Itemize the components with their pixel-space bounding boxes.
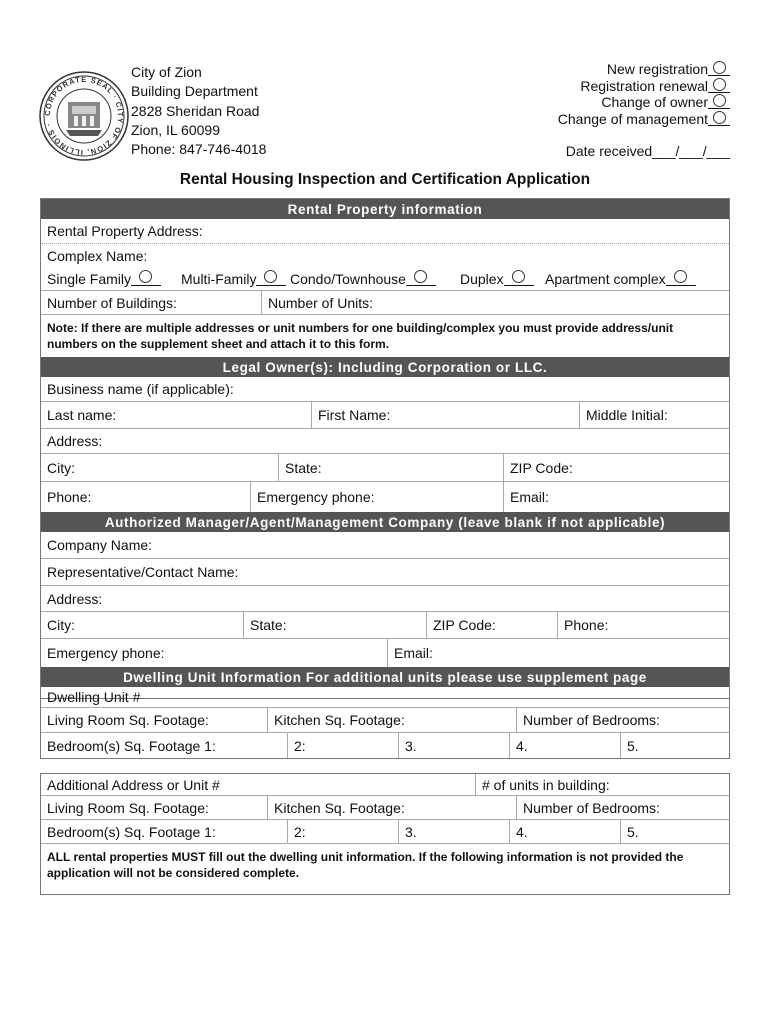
multi-family-label: Multi-Family bbox=[181, 271, 257, 287]
manager-phone-field[interactable]: Phone: bbox=[557, 612, 731, 638]
owner-address-row bbox=[41, 429, 729, 454]
manager-address-field[interactable]: Address: bbox=[47, 590, 103, 607]
multi-family-option[interactable] bbox=[175, 268, 286, 290]
dwelling-bedroom-sqft-row bbox=[41, 733, 729, 758]
address-line: Building Department bbox=[131, 83, 258, 100]
owner-emergency-phone-field[interactable]: Emergency phone: bbox=[250, 482, 503, 512]
dwelling-bedroom-2-field[interactable]: 2: bbox=[287, 733, 398, 758]
single-family-option[interactable] bbox=[41, 268, 161, 290]
additional-bedroom-2-field[interactable]: 2: bbox=[287, 820, 398, 843]
section-manager-header: Authorized Manager/Agent/Management Company (leave blank if not applicable) bbox=[41, 512, 729, 532]
condo-townhouse-label: Condo/Townhouse bbox=[290, 271, 406, 287]
change-of-management-label: Change of management bbox=[557, 110, 708, 127]
form-title: Rental Housing Inspection and Certification Application bbox=[179, 171, 591, 188]
apartment-complex-option[interactable] bbox=[539, 268, 696, 290]
section-dwelling-header: Dwelling Unit Information For additional units please use supplement page bbox=[41, 667, 729, 687]
address-line: Zion, IL 60099 bbox=[131, 121, 220, 138]
number-of-units-field[interactable]: Number of Units: bbox=[261, 291, 731, 314]
company-name-row bbox=[41, 532, 729, 559]
address-line: City of Zion bbox=[131, 64, 202, 80]
dwelling-rooms-row bbox=[41, 708, 729, 733]
owner-address-field[interactable]: Address: bbox=[47, 433, 103, 449]
manager-city-row bbox=[41, 612, 729, 639]
dwelling-unit-number-field[interactable]: Dwelling Unit # bbox=[47, 688, 141, 705]
additional-bedroom-1-field[interactable]: Bedroom(s) Sq. Footage 1: bbox=[47, 823, 216, 840]
duplex-option[interactable] bbox=[454, 268, 534, 290]
additional-bedroom-5-field[interactable]: 5. bbox=[620, 820, 731, 843]
address-line: 2828 Sheridan Road bbox=[131, 102, 260, 119]
property-type-row bbox=[41, 268, 729, 291]
representative-name-field[interactable]: Representative/Contact Name: bbox=[47, 564, 239, 580]
additional-address-field[interactable]: Additional Address or Unit # bbox=[47, 776, 220, 793]
owner-state-field[interactable]: State: bbox=[278, 454, 503, 481]
apartment-complex-label: Apartment complex bbox=[545, 271, 666, 287]
units-in-building-field[interactable]: # of units in building: bbox=[475, 774, 731, 795]
additional-kitchen-field[interactable]: Kitchen Sq. Footage: bbox=[267, 796, 516, 819]
dwelling-unit-row bbox=[41, 686, 729, 708]
manager-city-field[interactable]: City: bbox=[47, 617, 75, 633]
additional-address-row bbox=[41, 774, 729, 796]
manager-state-field[interactable]: State: bbox=[243, 612, 426, 638]
owner-last-name-field[interactable]: Last name: bbox=[47, 407, 117, 423]
owner-city-field[interactable]: City: bbox=[47, 459, 75, 476]
svg-text:CORPORATE SEAL · CITY OF ZION,: CORPORATE SEAL · CITY OF ZION, ILLINOIS · bbox=[42, 74, 126, 158]
rental-address-field[interactable]: Rental Property Address: bbox=[47, 223, 203, 239]
duplex-radio[interactable] bbox=[512, 270, 525, 283]
main-form bbox=[40, 198, 730, 699]
owner-middle-initial-field[interactable]: Middle Initial: bbox=[579, 402, 731, 428]
dwelling-unit-form bbox=[40, 686, 730, 759]
section-rental-property-header: Rental Property information bbox=[41, 199, 729, 219]
date-received[interactable]: Date received___/___/___ bbox=[565, 143, 730, 159]
change-of-owner-radio[interactable] bbox=[713, 94, 726, 107]
additional-unit-form bbox=[40, 773, 730, 895]
additional-bedroom-4-field[interactable]: 4. bbox=[509, 820, 620, 843]
dwelling-living-room-field[interactable]: Living Room Sq. Footage: bbox=[47, 712, 209, 728]
company-name-field[interactable]: Company Name: bbox=[47, 537, 153, 553]
registration-renewal-label: Registration renewal bbox=[580, 77, 708, 94]
number-of-buildings-field[interactable]: Number of Buildings: bbox=[47, 294, 177, 311]
manager-emergency-phone-field[interactable]: Emergency phone: bbox=[47, 645, 165, 661]
manager-zip-field[interactable]: ZIP Code: bbox=[426, 612, 557, 638]
single-family-label: Single Family bbox=[47, 271, 132, 287]
additional-bedroom-3-field[interactable]: 3. bbox=[398, 820, 509, 843]
business-name-row bbox=[41, 377, 729, 402]
additional-bedroom-sqft-row bbox=[41, 820, 729, 844]
apartment-complex-radio[interactable] bbox=[674, 270, 687, 283]
city-seal-logo bbox=[38, 70, 130, 162]
manager-address-row bbox=[41, 586, 729, 612]
change-of-owner-label: Change of owner bbox=[601, 94, 708, 111]
completion-requirement-note: ALL rental properties MUST fill out the dwelling unit information. If the following information is not provided the application will not be considered complete. bbox=[47, 850, 684, 880]
duplex-label: Duplex bbox=[460, 271, 504, 287]
multiple-addresses-note: Note: If there are multiple addresses or unit numbers for one building/complex you must provide address/unit numbers on the supplement sheet and attach it to this form. bbox=[47, 321, 674, 351]
condo-townhouse-radio[interactable] bbox=[414, 270, 427, 283]
dwelling-bedroom-5-field[interactable]: 5. bbox=[620, 733, 731, 758]
owner-city-row bbox=[41, 454, 729, 482]
department-address bbox=[131, 63, 266, 159]
address-line: Phone: 847-746-4018 bbox=[131, 141, 267, 158]
complex-name-row bbox=[41, 244, 729, 268]
registration-type-group bbox=[490, 61, 730, 127]
dwelling-kitchen-field[interactable]: Kitchen Sq. Footage: bbox=[267, 708, 516, 732]
dwelling-bedroom-3-field[interactable]: 3. bbox=[398, 733, 509, 758]
representative-row bbox=[41, 559, 729, 586]
complex-name-field[interactable]: Complex Name: bbox=[47, 248, 148, 264]
new-registration-radio[interactable] bbox=[713, 61, 726, 74]
owner-zip-field[interactable]: ZIP Code: bbox=[503, 454, 731, 481]
owner-email-field[interactable]: Email: bbox=[503, 482, 731, 512]
registration-renewal-radio[interactable] bbox=[713, 78, 726, 91]
change-of-management-radio[interactable] bbox=[713, 111, 726, 124]
manager-email-field[interactable]: Email: bbox=[387, 639, 731, 667]
owner-first-name-field[interactable]: First Name: bbox=[311, 402, 579, 428]
new-registration-label: New registration bbox=[606, 61, 708, 77]
manager-emergency-row bbox=[41, 639, 729, 667]
dwelling-bedroom-4-field[interactable]: 4. bbox=[509, 733, 620, 758]
owner-name-row bbox=[41, 402, 729, 429]
owner-phone-row bbox=[41, 482, 729, 512]
dwelling-bedroom-1-field[interactable]: Bedroom(s) Sq. Footage 1: bbox=[47, 737, 216, 754]
buildings-units-row bbox=[41, 291, 729, 315]
dwelling-bedrooms-field[interactable]: Number of Bedrooms: bbox=[516, 708, 731, 732]
additional-bedrooms-field[interactable]: Number of Bedrooms: bbox=[516, 796, 731, 819]
owner-phone-field[interactable]: Phone: bbox=[47, 489, 92, 505]
additional-living-room-field[interactable]: Living Room Sq. Footage: bbox=[47, 799, 209, 816]
condo-townhouse-option[interactable] bbox=[284, 268, 436, 290]
section-legal-owner-header: Legal Owner(s): Including Corporation or LLC. bbox=[41, 357, 729, 377]
single-family-radio[interactable] bbox=[139, 270, 152, 283]
multi-family-radio[interactable] bbox=[264, 270, 277, 283]
business-name-field[interactable]: Business name (if applicable): bbox=[47, 381, 234, 397]
additional-rooms-row bbox=[41, 796, 729, 820]
rental-address-row bbox=[41, 219, 729, 244]
